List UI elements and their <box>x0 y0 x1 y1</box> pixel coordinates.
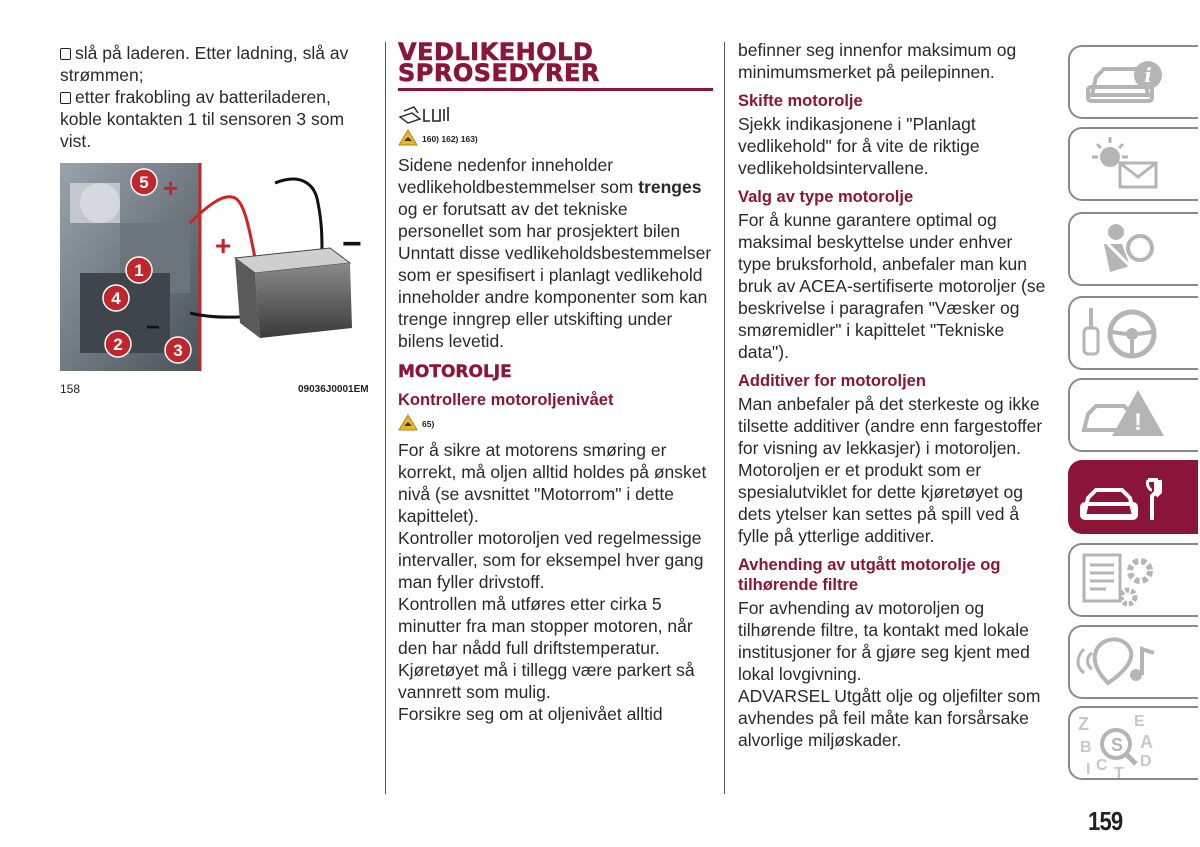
svg-text:Z: Z <box>1078 714 1089 734</box>
svg-text:T: T <box>1114 765 1124 778</box>
body-paragraph: Forsikre seg om at oljenivået alltid <box>398 704 663 724</box>
checkbox-bullet-icon <box>60 92 71 104</box>
instruction-item: slå på laderen. Etter ladning, slå av strømmen; <box>60 43 349 85</box>
column-divider <box>385 42 386 794</box>
svg-text:C: C <box>1096 757 1108 774</box>
key-steering-icon <box>1070 298 1198 368</box>
callout-3: 3 <box>173 341 183 360</box>
instruction-item: etter frakobling av batteriladeren, koble kontakten 1 til sensoren 3 som vist. <box>60 87 345 151</box>
body-paragraph: Man anbefaler på det sterkeste og ikke tilsette additiver (andre enn fargestoffer for visning av lekkasjer) i motoroljen. <box>738 394 1043 458</box>
body-paragraph: Motoroljen er et produkt som er spesialutviklet for dette kjøretøyet og dets ytelser kan settes på spill ved å fylle på ytterlige additiver. <box>738 460 1023 546</box>
index-icon <box>1070 708 1198 778</box>
svg-text:A: A <box>1140 732 1153 752</box>
minus-sign-left: − <box>146 314 161 341</box>
section-heading: VEDLIKEHOLD SPROSEDYRER <box>398 38 600 87</box>
warning-paragraph: ADVARSEL Utgått olje og oljefilter som avhendes på feil måte kan forsårsake alvorlige miljøskader. <box>738 686 1041 750</box>
body-paragraph: Unntatt disse vedlikeholdsbestemmelser som er spesifisert i planlagt vedlikehold inneholder andre komponenter som kan trenge inngrep eller utskifting under bilens levetid. <box>398 243 712 351</box>
body-paragraph: For å kunne garantere optimal og maksimal beskyttelse under enhver type bruksforhold, anbefaler man kun bruk av ACEA-sertifiserte motoroljer (se beskrivelse i paragrafen "Væsker og smøremidler" i kapittelet "Tekniske data"). <box>738 210 1046 362</box>
tab-maintenance[interactable] <box>1068 460 1198 534</box>
svg-text:I: I <box>1086 761 1091 778</box>
left-column <box>60 42 375 152</box>
topic-heading: Avhending av utgått motorolje og tilhørende filtre <box>738 556 1001 594</box>
tab-emergency[interactable] <box>1068 378 1198 452</box>
callout-5: 5 <box>139 173 149 192</box>
tab-index[interactable] <box>1068 706 1198 780</box>
callout-1: 1 <box>134 261 144 280</box>
battery-illustration <box>60 163 373 371</box>
tab-warning-lights[interactable] <box>1068 127 1198 201</box>
minus-sign-right: − <box>342 225 362 263</box>
svg-text:i: i <box>1144 63 1152 87</box>
warning-triangle-icon <box>398 414 418 433</box>
topic-heading: Skifte motorolje <box>738 92 863 110</box>
body-paragraph: Kontroller motoroljen ved regelmessige intervaller, som for eksempel hver gang man fyller drivstoff. <box>398 528 704 592</box>
svg-text:!: ! <box>1134 409 1142 436</box>
checkbox-bullet-icon <box>60 48 71 60</box>
middle-column <box>398 38 713 725</box>
car-maintenance-icon <box>1070 462 1198 536</box>
references-line: 65) <box>398 414 713 433</box>
body-paragraph: befinner seg innenfor maksimum og minimumsmerket på peilepinnen. <box>738 40 1017 82</box>
body-paragraph: For avhending av motoroljen og tilhørende filtre, ta kontakt med lokale institusjoner for å gjøre seg kjent med lokal lovgivning. <box>738 598 1030 684</box>
emergency-car-icon <box>1070 380 1198 450</box>
svg-text:D: D <box>1140 753 1152 770</box>
topic-heading: Additiver for motoroljen <box>738 372 926 390</box>
figure-code: 09036J0001EM <box>298 384 369 395</box>
tab-technical-data[interactable] <box>1068 543 1198 617</box>
multimedia-icon <box>1070 627 1198 697</box>
topic-heading: Valg av type motorolje <box>738 188 914 206</box>
airbag-safety-icon <box>1070 214 1198 284</box>
svg-text:S: S <box>1111 735 1124 755</box>
heading-rule <box>398 88 713 91</box>
technical-data-icon <box>1070 545 1198 615</box>
topic-heading: Kontrollere motoroljenivået <box>398 391 614 409</box>
intro-paragraph: Sidene nedenfor inneholder vedlikeholdbestemmelser som trenges og er forutsatt av det tekniske personellet som har prosjektert bilen <box>398 155 702 241</box>
subsection-heading: MOTOROLJE <box>398 362 512 382</box>
right-column <box>738 39 1050 751</box>
svg-text:E: E <box>1134 713 1145 730</box>
book-reference-icon <box>398 103 713 125</box>
callout-2: 2 <box>113 335 123 354</box>
plus-sign-left: + <box>163 173 179 203</box>
tab-safety[interactable] <box>1068 212 1198 286</box>
plus-sign-right: + <box>215 230 232 261</box>
svg-text:B: B <box>1080 739 1092 756</box>
warning-lights-icon <box>1070 129 1198 199</box>
page-number: 159 <box>1088 806 1123 836</box>
tab-starting-driving[interactable] <box>1068 296 1198 370</box>
battery-charging-photo <box>60 163 373 371</box>
references-line: 160) 162) 163) <box>398 129 713 148</box>
car-info-icon <box>1070 47 1198 117</box>
callout-4: 4 <box>111 289 121 308</box>
body-paragraph: For å sikre at motorens smøring er korrekt, må oljen alltid holdes på ønsket nivå (se avsnittet "Motorrom" i dette kapittelet). <box>398 440 707 526</box>
tab-multimedia[interactable] <box>1068 625 1198 699</box>
body-paragraph: Kontrollen må utføres etter cirka 5 minutter fra man stopper motoren, når den har nådd full driftstemperatur. Kjøretøyet må i tillegg være parkert så vannrett som mulig. <box>398 594 695 702</box>
left-page-number: 158 <box>60 382 81 396</box>
body-paragraph: Sjekk indikasjonene i "Planlagt vedlikehold" for å vite de riktige vedlikeholdsintervallene. <box>738 114 980 178</box>
tab-car-info[interactable] <box>1068 45 1198 119</box>
column-divider <box>724 42 725 794</box>
warning-triangle-icon <box>398 129 418 148</box>
